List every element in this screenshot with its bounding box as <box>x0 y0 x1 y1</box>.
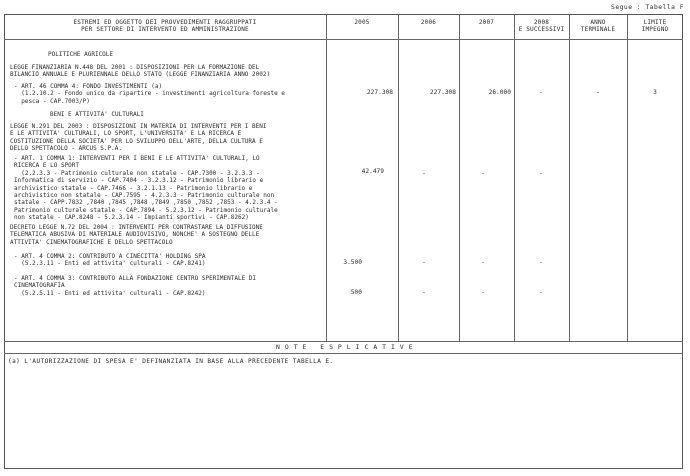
item-text: - ART. 4 COMMA 3: CONTRIBUTO ALLA FONDAZIONE CENTRO SPERIMENTALE DI CINEMATOGRAFIA (5.2.5.11 - Enti ed attivita' culturali - CAP.8242) <box>14 275 257 297</box>
header-limite-line2: IMPEGNO <box>641 26 669 33</box>
header-2005: 2005 <box>354 19 370 26</box>
section-title: POLITICHE AGRICOLE <box>48 51 114 58</box>
header-col1-line1: ESTREMI ED OGGETTO DEI PROVVEDIMENTI RAGGRUPPATI <box>73 19 257 26</box>
value-2007: 26.000 <box>488 89 511 96</box>
header-anno-line1: ANNO <box>590 19 606 26</box>
notes-divider-bottom <box>4 353 683 354</box>
header-divider <box>4 39 683 40</box>
header-col1 <box>4 19 326 33</box>
value-2008: - <box>539 259 543 266</box>
value-2005: 500 <box>350 289 362 296</box>
value-2007: - <box>481 259 485 266</box>
col-divider <box>514 14 515 341</box>
value-2008: - <box>539 170 543 177</box>
col-divider <box>627 14 628 341</box>
item-text: - ART. 4 COMMA 2: CONTRIBUTO A CINECITTA' HOLDING SPA (5.2.3.11 - Enti ed attivita' culturali - CAP.8241) <box>14 253 206 268</box>
value-limite: 3 <box>653 89 657 96</box>
header-2008-line2: E SUCCESSIVI <box>518 26 565 33</box>
notes-text: (a) L'AUTORIZZAZIONE DI SPESA E' DEFINANZIATA IN BASE ALLA PRECEDENTE TABELLA E. <box>8 358 334 365</box>
section-title: BENI E ATTIVITA' CULTURALI <box>50 111 144 118</box>
header-col1-line2: PER SETTORE DI INTERVENTO ED AMMINISTRAZIONE <box>81 26 249 33</box>
value-2008: - <box>539 89 543 96</box>
notes-title: NOTE ESPLICATIVE <box>276 343 418 351</box>
header-anno-line2: TERMINALE <box>580 26 616 33</box>
header-limite-line1: LIMITE <box>643 19 667 26</box>
law-text: LEGGE N.291 DEL 2003 : DISPOSIZIONI IN MATERIA DI INTERVENTI PER I BENI E LE ATTIVITA' CULTURALI, LO SPORT, L'UNIVERSITA' E LA RICERCA E COSTITUZIONE DELLA SOCIETA' PER LO SVILUPPO DELL'ARTE, DELLA CULTURA E DELLO SPETTACOLO - ARCUS S.P.A. <box>10 123 267 153</box>
header-2008 <box>514 19 569 33</box>
value-2007: - <box>481 289 485 296</box>
value-anno: - <box>596 89 600 96</box>
value-2006: - <box>422 259 426 266</box>
page-label: Segue : Tabella F <box>611 4 684 11</box>
law-text: DECRETO LEGGE N.72 DEL 2004 : INTERVENTI PER CONTRASTARE LA DIFFUSIONE TELEMATICA ABUSIVA DI MATERIALE AUDIOVISIVO, NONCHE' A SOSTEGNO DELLE ATTIVITA' CINEMATOGRAFICHE E DELLO SPETTACOLO <box>10 224 263 246</box>
value-2005: 42.479 <box>361 168 384 175</box>
value-2007: - <box>481 170 485 177</box>
value-2005: 227.308 <box>366 89 393 96</box>
value-2006: - <box>422 170 426 177</box>
item-text: - ART. 46 COMMA 4: FONDO INVESTIMENTI (a) (1.2.10.2 - Fondo unico da ripartire - investimenti agricoltura foreste e pesca - CAP.7003/P) <box>14 83 285 105</box>
header-2006: 2006 <box>420 19 437 26</box>
value-2008: - <box>539 289 543 296</box>
law-text: LEGGE FINANZIARIA N.448 DEL 2001 : DISPOSIZIONI PER LA FORMAZIONE DEL BILANCIO ANNUALE E PLURIENNALE DELLO STATO (LEGGE FINANZIARIA ANNO 2002) <box>10 64 271 79</box>
notes-divider-top <box>4 341 683 342</box>
header-2007: 2007 <box>478 19 495 26</box>
value-2005: 3.500 <box>343 259 362 266</box>
item-text: - ART. 1 COMMA 1: INTERVENTI PER I BENI E LE ATTIVITA' CULTURALI, LO RICERCA E LO SPORT (2.2.3.3 - Patrimonio culturale non statale - CAP.7300 - 3.2.3.3 - Informatica di servizio - CAP.7404 - 3.2.3.12 - Patrimonio librario e archivistico statale - CAP.7466 - 3.2.1.13 - Patrimonio librario e archivistico non statale - CAP.7595 - 4.2.3.3 - Patrimonio culturale non statale - CAPP.7832 ,7840 ,7845 ,7848 ,7849 ,7850 ,7852 ,7853 - 4.2.3.4 - Patrimonio culturale statale - CAP.7894 - 5.2.3.12 - Patrimonio culturale non statale - CAP.8248 - 5.2.3.14 - Impianti sportivi - CAP.8262) <box>14 155 278 222</box>
header-limite <box>627 19 683 33</box>
value-2006: 227.308 <box>429 89 456 96</box>
col-divider <box>459 14 460 341</box>
header-2008-line1: 2008 <box>533 19 550 26</box>
col-divider <box>398 14 399 341</box>
header-anno <box>569 19 627 33</box>
value-2006: - <box>422 289 426 296</box>
col-divider <box>569 14 570 341</box>
